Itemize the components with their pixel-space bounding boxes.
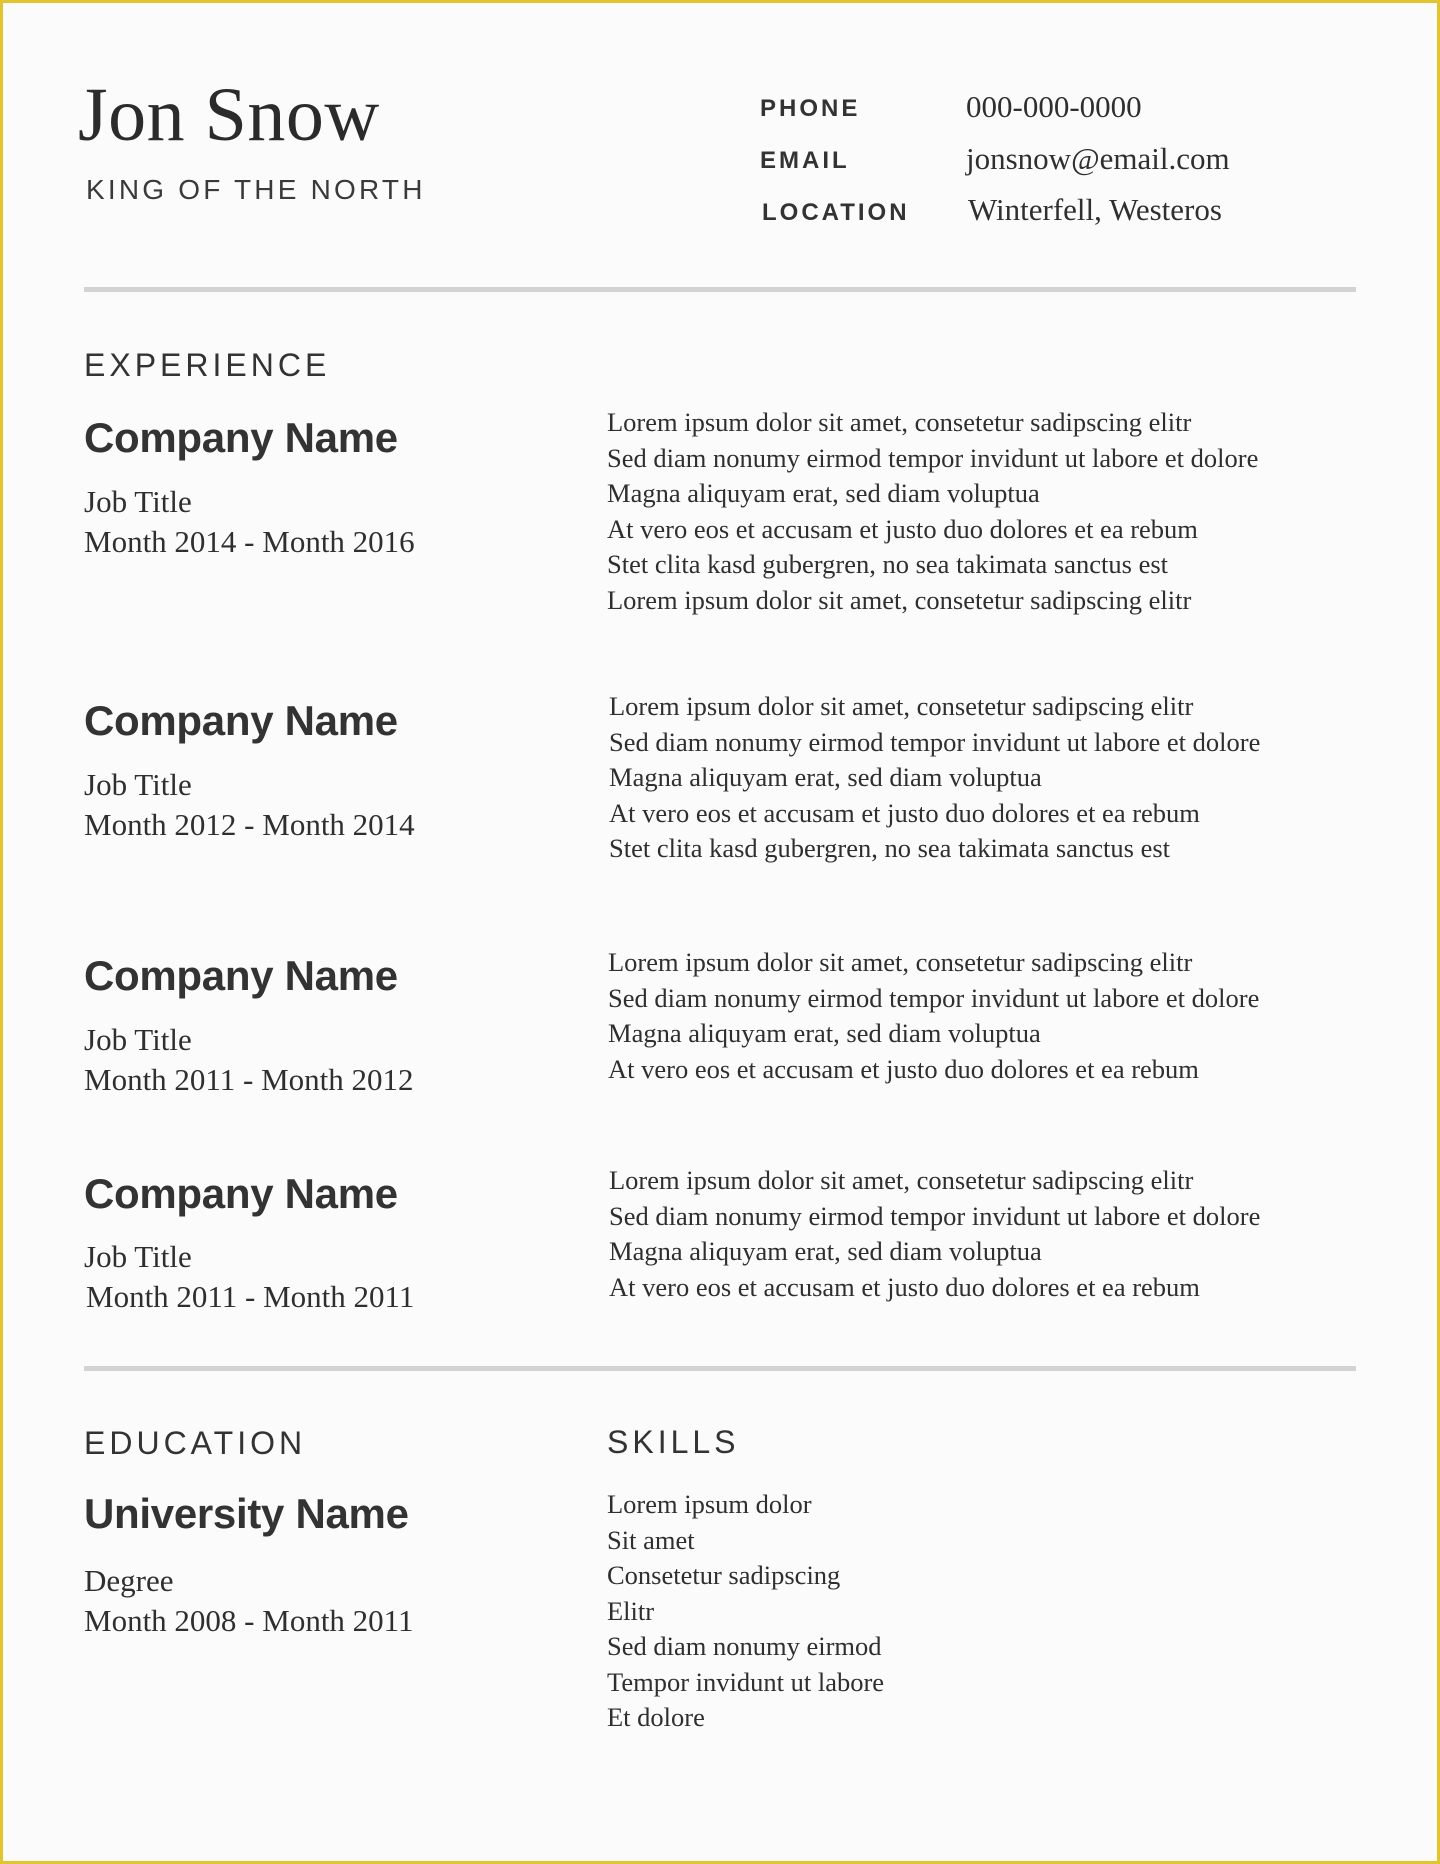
job-description [609,1163,1260,1305]
job-description-line: Stet clita kasd gubergren, no sea takimata sanctus est [607,549,1169,579]
job-description [608,945,1259,1087]
education-dates: Month 2008 - Month 2011 [84,1603,414,1638]
job-description-line: Magna aliquyam erat, sed diam voluptua [609,1236,1042,1266]
skill-item: Consetetur sadipscing [607,1560,841,1590]
job-description [609,689,1260,867]
job-description-line: Magna aliquyam erat, sed diam voluptua [607,478,1040,508]
job-description-line: At vero eos et accusam et justo duo dolores et ea rebum [609,797,1200,828]
skill-item: Lorem ipsum dolor [607,1489,812,1519]
job-company: Company Name [84,697,398,744]
skill-item: Sed diam nonumy eirmod [607,1631,882,1661]
contact-value-email: jonsnow@email.com [966,141,1230,176]
job-description [607,405,1258,618]
skills-list [607,1487,884,1736]
skill-item: Et dolore [607,1702,705,1732]
skill-item: Elitr [607,1595,655,1626]
job-title: Job Title [84,767,192,802]
job-description-line: Lorem ipsum dolor sit amet, consetetur sadipscing elitr [609,691,1194,721]
contact-value-location: Winterfell, Westeros [968,192,1222,227]
section-divider [84,1366,1356,1371]
job-company: Company Name [84,952,398,999]
resume-name: Jon Snow [78,73,380,157]
job-description-line: At vero eos et accusam et justo duo dolores et ea rebum [607,513,1198,544]
job-description-line: Lorem ipsum dolor sit amet, consetetur sadipscing elitr [607,407,1192,437]
skill-item: Tempor invidunt ut labore [607,1666,885,1697]
job-description-line: Magna aliquyam erat, sed diam voluptua [609,762,1042,792]
education-heading: EDUCATION [84,1425,307,1461]
job-company: Company Name [84,414,398,461]
experience-heading: EXPERIENCE [84,347,331,383]
contact-label-location: LOCATION [762,199,910,226]
job-description-line: Magna aliquyam erat, sed diam voluptua [608,1018,1041,1048]
job-dates: Month 2011 - Month 2012 [84,1062,414,1097]
job-description-line: Sed diam nonumy eirmod tempor invidunt ut labore et dolore [608,982,1260,1013]
job-dates: Month 2011 - Month 2011 [86,1279,415,1314]
job-dates: Month 2012 - Month 2014 [84,807,415,842]
job-title: Job Title [84,1239,192,1274]
job-title: Job Title [84,1022,192,1057]
job-company: Company Name [84,1170,398,1217]
job-description-line: Sed diam nonumy eirmod tempor invidunt ut labore et dolore [607,442,1259,473]
job-description-line: Lorem ipsum dolor sit amet, consetetur sadipscing elitr [607,584,1192,615]
university-name: University Name [84,1490,409,1537]
skill-item: Sit amet [607,1524,695,1555]
contact-label-phone: PHONE [760,95,861,122]
degree: Degree [84,1563,174,1598]
job-description-line: Lorem ipsum dolor sit amet, consetetur sadipscing elitr [608,947,1193,977]
resume-subtitle: KING OF THE NORTH [86,174,426,205]
job-description-line: Stet clita kasd gubergren, no sea takimata sanctus est [609,833,1171,863]
job-description-line: Lorem ipsum dolor sit amet, consetetur sadipscing elitr [609,1165,1194,1195]
contact-label-email: EMAIL [760,147,850,174]
job-title: Job Title [84,484,192,519]
job-dates: Month 2014 - Month 2016 [84,524,415,559]
job-description-line: Sed diam nonumy eirmod tempor invidunt ut labore et dolore [609,1200,1261,1231]
job-description-line: At vero eos et accusam et justo duo dolores et ea rebum [608,1053,1199,1084]
job-description-line: Sed diam nonumy eirmod tempor invidunt ut labore et dolore [609,726,1261,757]
header-divider [84,287,1356,292]
contact-value-phone: 000-000-0000 [966,89,1142,124]
job-description-line: At vero eos et accusam et justo duo dolores et ea rebum [609,1271,1200,1302]
skills-heading: SKILLS [607,1424,740,1460]
